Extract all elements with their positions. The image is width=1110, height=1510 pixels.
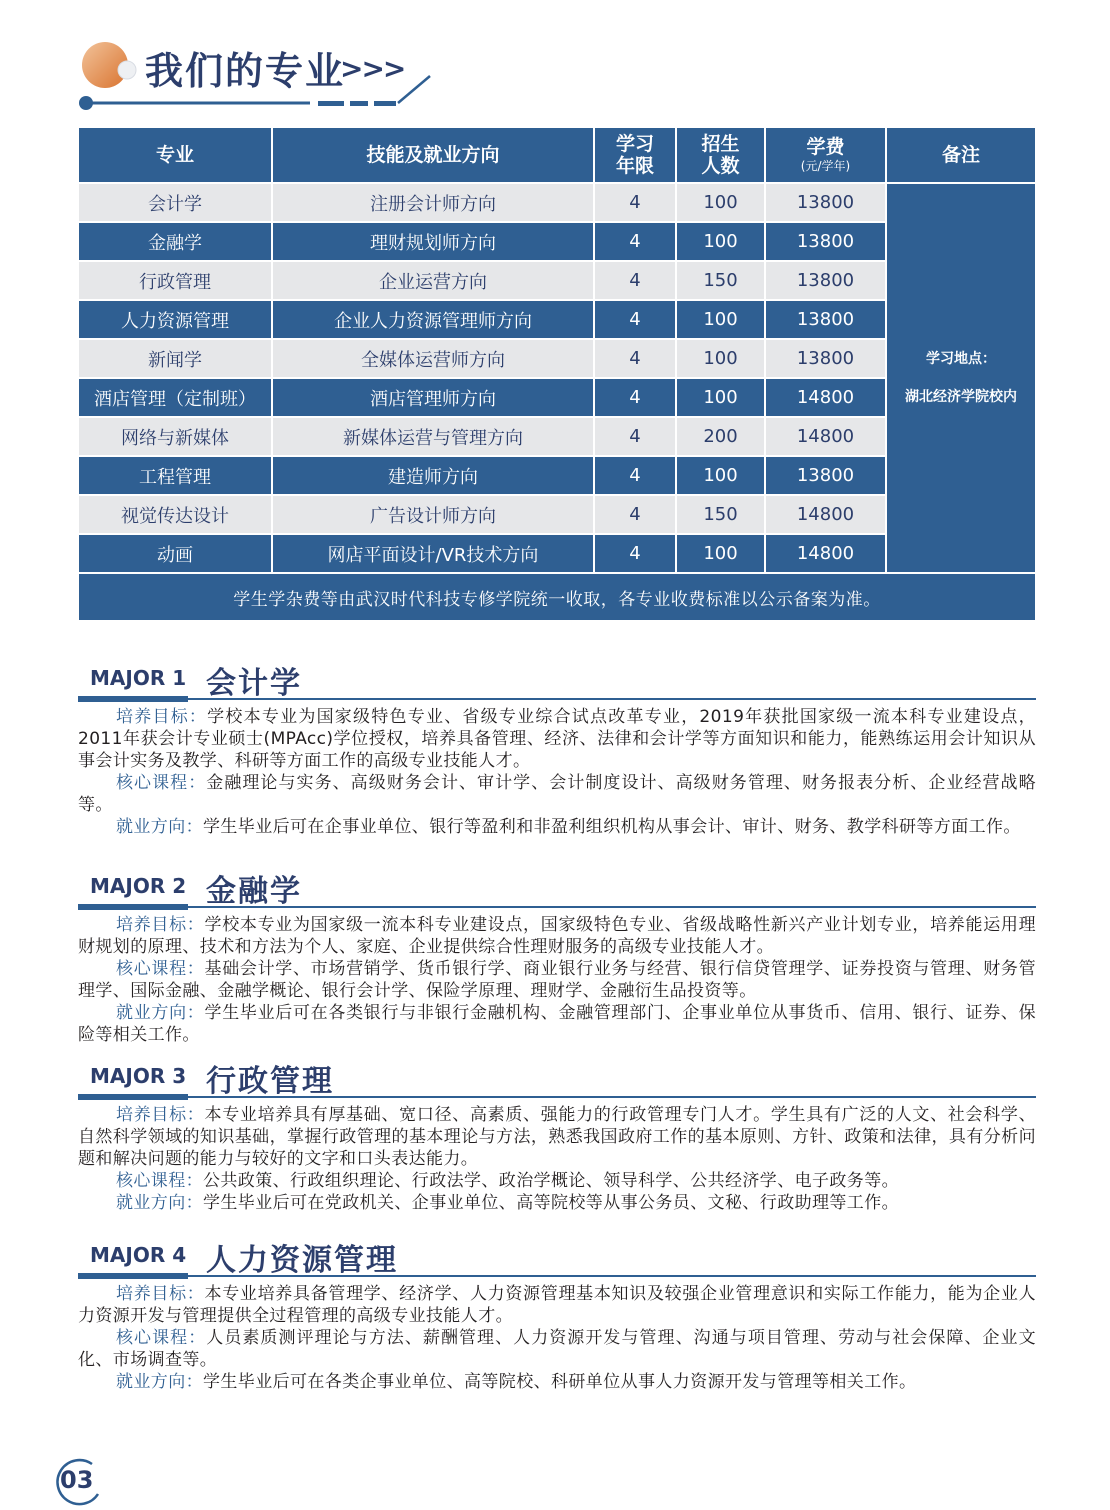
cell-count: 150 (676, 261, 765, 300)
major-name: 金融学 (206, 874, 302, 909)
table-row (78, 183, 1036, 222)
cell-fee: 13800 (765, 222, 886, 261)
cell-major: 动画 (78, 534, 272, 573)
cell-major: 金融学 (78, 222, 272, 261)
cell-direction: 企业人力资源管理师方向 (272, 300, 594, 339)
cell-count: 100 (676, 456, 765, 495)
heading-accent-bar (78, 1094, 188, 1100)
major-goal (78, 914, 1036, 958)
page-header (0, 0, 1110, 120)
major-heading (78, 1237, 1036, 1277)
header-fee-unit: (元/学年) (800, 159, 851, 173)
major-course-label: 核心课程： (116, 773, 207, 793)
cell-direction: 酒店管理师方向 (272, 378, 594, 417)
cell-direction: 注册会计师方向 (272, 183, 594, 222)
major-label: MAJOR 3 (90, 1064, 187, 1088)
cell-major: 视觉传达设计 (78, 495, 272, 534)
major-goal-text: 本专业培养具备管理学、经济学、人力资源管理基本知识及较强企业管理意识和实际工作能力，能为企业人力资源开发与管理提供全过程管理的高级专业技能人才。 (78, 1284, 1036, 1326)
cell-direction: 建造师方向 (272, 456, 594, 495)
cell-major: 网络与新媒体 (78, 417, 272, 456)
major-course-text: 基础会计学、市场营销学、货币银行学、商业银行业务与经营、银行信贷管理学、证券投资与管理、财务管理学、国际金融、金融学概论、银行会计学、保险学原理、理财学、金融衍生品投资等。 (78, 959, 1036, 1001)
cell-count: 150 (676, 495, 765, 534)
major-job-text: 学生毕业后可在各类企事业单位、高等院校、科研单位从事人力资源开发与管理等相关工作。 (203, 1372, 917, 1392)
cell-fee: 13800 (765, 183, 886, 222)
cell-fee: 13800 (765, 261, 886, 300)
title-arrows: >>> (340, 52, 405, 85)
major-goal-text: 本专业培养具有厚基础、宽口径、高素质、强能力的行政管理专门人才。学生具有广泛的人文、社会科学、自然科学领域的知识基础，掌握行政管理的基本理论与方法，熟悉我国政府工作的基本原则、方针、政策和法律，具有分析问题和解决问题的能力与较好的文字和口头表达能力。 (78, 1105, 1036, 1169)
cell-major: 人力资源管理 (78, 300, 272, 339)
table-footer-row (78, 573, 1036, 621)
major-section-4 (78, 1237, 1036, 1393)
major-section-2 (78, 868, 1036, 1046)
header-fee-label: 学费 (806, 136, 845, 158)
major-label: MAJOR 4 (90, 1243, 187, 1267)
header-direction: 技能及就业方向 (272, 127, 594, 183)
cell-direction: 广告设计师方向 (272, 495, 594, 534)
major-course (78, 1327, 1036, 1371)
cell-fee: 13800 (765, 456, 886, 495)
major-goal (78, 1104, 1036, 1170)
major-section-1 (78, 660, 1036, 838)
major-name: 人力资源管理 (206, 1243, 398, 1278)
cell-fee: 13800 (765, 339, 886, 378)
major-heading (78, 1058, 1036, 1098)
heading-accent-bar (78, 904, 188, 910)
majors-table (77, 126, 1037, 622)
cell-count: 100 (676, 534, 765, 573)
cell-major: 酒店管理（定制班） (78, 378, 272, 417)
cell-years: 4 (594, 339, 676, 378)
header-note: 备注 (886, 127, 1036, 183)
note-line-2: 湖北经济学院校内 (905, 389, 1017, 405)
major-job (78, 816, 1036, 838)
major-goal-label: 培养目标： (116, 707, 208, 727)
major-job (78, 1371, 1036, 1393)
major-heading (78, 868, 1036, 908)
heading-accent-bar (78, 1273, 188, 1279)
cell-direction: 新媒体运营与管理方向 (272, 417, 594, 456)
header-count: 招生 人数 (676, 127, 765, 183)
major-course-label: 核心课程： (116, 1171, 203, 1191)
major-goal-text: 学校本专业为国家级特色专业、省级专业综合试点改革专业，2019年获批国家级一流本科专业建设点，2011年获会计专业硕士(MPAcc)学位授权，培养具备管理、经济、法律和会计学等方面知识和能力，能熟练运用会计知识从事会计实务及教学、科研等方面工作的高级专业技能人才。 (78, 707, 1037, 771)
heading-accent-bar (78, 696, 188, 702)
cell-fee: 14800 (765, 378, 886, 417)
cell-direction: 理财规划师方向 (272, 222, 594, 261)
major-name: 会计学 (206, 666, 302, 701)
major-job-label: 就业方向： (116, 817, 203, 837)
cell-years: 4 (594, 456, 676, 495)
cell-major: 会计学 (78, 183, 272, 222)
cell-years: 4 (594, 495, 676, 534)
major-goal (78, 706, 1036, 772)
cell-count: 100 (676, 339, 765, 378)
major-section-3 (78, 1058, 1036, 1214)
major-goal-label: 培养目标： (116, 1105, 205, 1125)
cell-note (886, 183, 1036, 573)
cell-years: 4 (594, 378, 676, 417)
cell-years: 4 (594, 222, 676, 261)
cell-years: 4 (594, 534, 676, 573)
major-course (78, 772, 1036, 816)
major-heading (78, 660, 1036, 700)
cell-major: 新闻学 (78, 339, 272, 378)
header-years: 学习 年限 (594, 127, 676, 183)
major-name: 行政管理 (206, 1064, 334, 1099)
major-job-label: 就业方向： (116, 1193, 203, 1213)
major-goal-text: 学校本专业为国家级一流本科专业建设点，国家级特色专业、省级战略性新兴产业计划专业，培养能运用理财规划的原理、技术和方法为个人、家庭、企业提供综合性理财服务的高级专业技能人才。 (78, 915, 1036, 957)
cell-years: 4 (594, 183, 676, 222)
cell-fee: 14800 (765, 417, 886, 456)
cell-years: 4 (594, 417, 676, 456)
cell-fee: 14800 (765, 495, 886, 534)
major-goal-label: 培养目标： (116, 1284, 205, 1304)
cell-major: 行政管理 (78, 261, 272, 300)
cell-years: 4 (594, 261, 676, 300)
cell-major: 工程管理 (78, 456, 272, 495)
major-job-text: 学生毕业后可在企事业单位、银行等盈利和非盈利组织机构从事会计、审计、财务、教学科研等方面工作。 (203, 817, 1021, 837)
cell-direction: 全媒体运营师方向 (272, 339, 594, 378)
small-ball-icon (118, 61, 136, 79)
major-label: MAJOR 1 (90, 666, 187, 690)
cell-fee: 14800 (765, 534, 886, 573)
major-job-label: 就业方向： (116, 1003, 205, 1023)
major-course-label: 核心课程： (116, 1328, 207, 1348)
cell-count: 100 (676, 300, 765, 339)
cell-direction: 网店平面设计/VR技术方向 (272, 534, 594, 573)
major-course (78, 958, 1036, 1002)
major-course-label: 核心课程： (116, 959, 205, 979)
note-line-1: 学习地点： (926, 351, 996, 367)
header-fee (765, 127, 886, 183)
cell-years: 4 (594, 300, 676, 339)
major-job-text: 学生毕业后可在各类银行与非银行金融机构、金融管理部门、企事业单位从事货币、信用、银行、证券、保险等相关工作。 (78, 1003, 1036, 1045)
cell-direction: 企业运营方向 (272, 261, 594, 300)
page-number: 03 (60, 1466, 94, 1494)
major-course-text: 金融理论与实务、高级财务会计、审计学、会计制度设计、高级财务管理、财务报表分析、企业经营战略等。 (78, 773, 1036, 815)
major-goal (78, 1283, 1036, 1327)
major-label: MAJOR 2 (90, 874, 187, 898)
table-footer-note: 学生学杂费等由武汉时代科技专修学院统一收取，各专业收费标准以公示备案为准。 (78, 573, 1036, 621)
cell-count: 100 (676, 222, 765, 261)
major-course-text: 公共政策、行政组织理论、行政法学、政治学概论、领导科学、公共经济学、电子政务等。 (203, 1171, 899, 1191)
page-title: 我们的专业 (145, 49, 346, 93)
major-job (78, 1002, 1036, 1046)
major-course (78, 1170, 1036, 1192)
header-major: 专业 (78, 127, 272, 183)
cell-count: 100 (676, 183, 765, 222)
major-job-label: 就业方向： (116, 1372, 203, 1392)
major-job (78, 1192, 1036, 1214)
major-goal-label: 培养目标： (116, 915, 205, 935)
cell-fee: 13800 (765, 300, 886, 339)
major-course-text: 人员素质测评理论与方法、薪酬管理、人力资源开发与管理、沟通与项目管理、劳动与社会保障、企业文化、市场调查等。 (78, 1328, 1036, 1370)
cell-count: 200 (676, 417, 765, 456)
major-job-text: 学生毕业后可在党政机关、企事业单位、高等院校等从事公务员、文秘、行政助理等工作。 (203, 1193, 899, 1213)
cell-count: 100 (676, 378, 765, 417)
